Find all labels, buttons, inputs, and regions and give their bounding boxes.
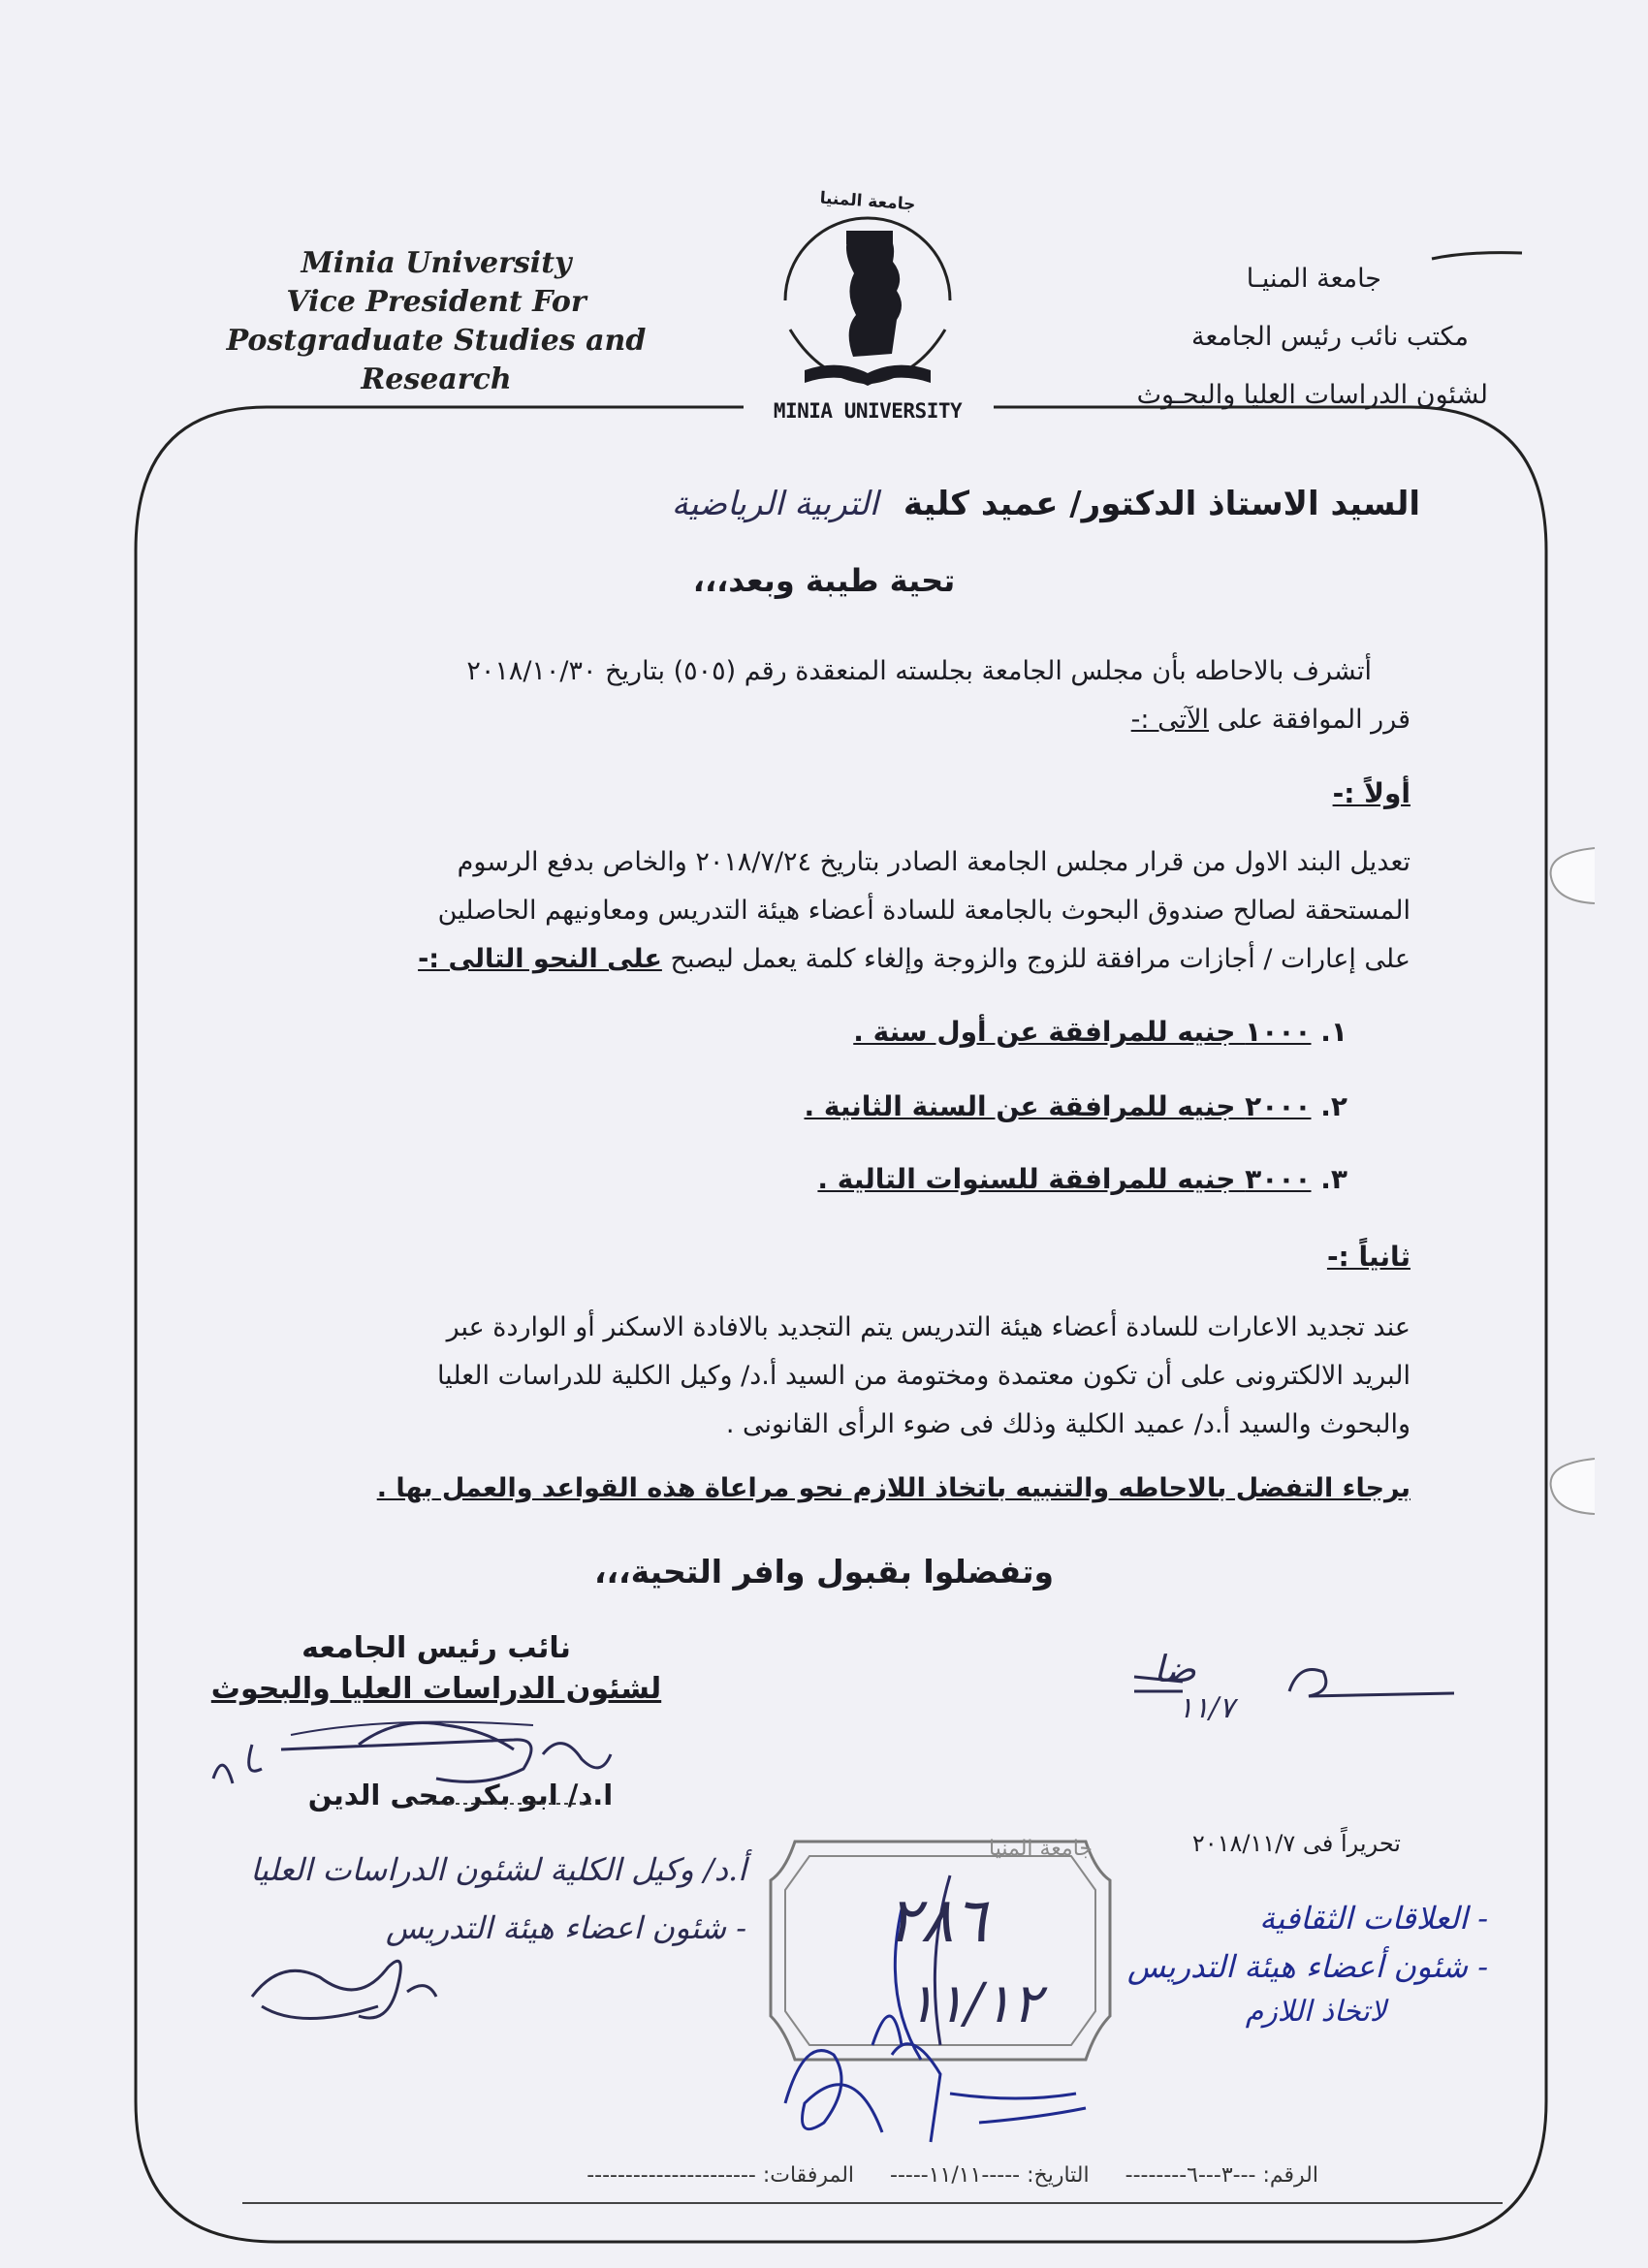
footer-number-label: الرقم: — [1262, 2163, 1318, 2188]
header-dash-mark — [1430, 247, 1527, 267]
signature-title — [194, 1628, 679, 1710]
en-header-line: Minia University — [301, 246, 572, 280]
first-line: تعديل البند الاول من قرار مجلس الجامعة الصادر بتاريخ ٢٠١٨/٧/٢٤ والخاص بدفع الرسوم — [457, 847, 1410, 877]
stamp-number: ٢٨٦ — [887, 1885, 988, 1957]
second-line: والبحوث والسيد أ.د/ عميد الكلية وذلك فى ضوء الرأى القانونى . — [725, 1409, 1410, 1439]
footer-rule — [242, 2200, 1503, 2206]
list-item — [853, 1016, 1347, 1048]
punch-hole — [1541, 1454, 1600, 1522]
second-heading: ثانياً :- — [1326, 1241, 1410, 1273]
ar-header-line: جامعة المنيـا — [1246, 264, 1381, 294]
stamp-date: ١١/١٢ — [906, 1972, 1042, 2035]
handwritten-note-right: - شئون أعضاء هيئة التدريس — [1126, 1948, 1488, 1985]
signature-title-line: نائب رئيس الجامعه — [301, 1631, 571, 1665]
blue-signature — [766, 1997, 1134, 2152]
greeting: تحية طيبة وبعد،،، — [692, 562, 956, 599]
handwritten-note-left: - شئون اعضاء هيئة التدريس — [385, 1909, 746, 1946]
handwritten-note-right: - العلاقات الثقافية — [1259, 1900, 1488, 1937]
second-paragraph — [218, 1304, 1410, 1449]
list-item-text: ٢٠٠٠ جنيه للمرافقة عن السنة الثانية . — [804, 1090, 1312, 1122]
logo-english-text: MINIA UNIVERSITY — [773, 399, 963, 423]
handwritten-note: ضا — [1154, 1648, 1196, 1690]
arabic-header — [984, 250, 1488, 425]
list-item — [817, 1163, 1347, 1195]
handwritten-note-left: أ.د/ وكيل الكلية لشئون الدراسات العليا — [250, 1851, 746, 1888]
addressee — [672, 485, 1420, 523]
handwritten-date: ١١/٧ — [1178, 1691, 1235, 1725]
first-text: على إعارات / أجازات مرافقة للزوج والزوجة وإلغاء كلمة يعمل ليصبح — [670, 944, 1410, 974]
punch-hole — [1541, 843, 1600, 911]
addressee-handwritten: التربية الرياضية — [671, 485, 879, 523]
footer-date-label: التاريخ: — [1027, 2163, 1090, 2188]
letter-footer — [349, 2163, 1318, 2188]
intro-underlined: الآتى :- — [1130, 705, 1210, 735]
footer-number-value: ---٣---٦-------- — [1125, 2163, 1256, 2188]
handwritten-note-right: لاتخاذ اللازم — [1245, 1995, 1386, 2029]
first-underlined: على النحو التالى :- — [418, 944, 662, 974]
footer-attachments-value: ---------------------- — [586, 2163, 756, 2188]
ar-header-line: لشئون الدراسات العليا والبحـوث — [1136, 380, 1488, 410]
first-line: المستحقة لصالح صندوق البحوث بالجامعة للسادة أعضاء هيئة التدريس ومعاونيهم الحاصلين — [437, 896, 1410, 926]
footer-date-value: -----١١/١١----- — [890, 2163, 1021, 2188]
en-header-line: Postgraduate Studies and Research — [226, 324, 647, 396]
signature-title-line: لشئون الدراسات العليا والبحوث — [210, 1672, 662, 1706]
first-paragraph — [218, 838, 1410, 984]
signature-dotted-line — [417, 1801, 591, 1807]
list-item-number: ٢. — [1320, 1090, 1347, 1122]
stamp-text: جامعة المنيا — [989, 1837, 1093, 1861]
english-header — [165, 244, 708, 399]
handwritten-signature-left — [242, 1938, 446, 2045]
footer-attachments-label: المرفقات: — [762, 2163, 855, 2188]
en-header-line: Vice President For — [286, 285, 586, 319]
intro-paragraph — [218, 647, 1410, 744]
ar-header-line: مكتب نائب رئيس الجامعة — [1190, 322, 1469, 352]
first-heading: أولاً :- — [1332, 777, 1410, 809]
list-item-text: ١٠٠٠ جنيه للمرافقة عن أول سنة . — [853, 1016, 1312, 1048]
second-line: عند تجديد الاعارات للسادة أعضاء هيئة التدريس يتم التجديد بالافادة الاسكنر أو الواردة عبر — [446, 1312, 1410, 1342]
intro-text: قرر الموافقة على — [1217, 705, 1410, 735]
signatory-name: ا.د/ ابو بكر محى الدين — [307, 1779, 614, 1811]
intro-line: أتشرف بالاحاطه بأن مجلس الجامعة بجلسته المنعقدة رقم (٥٠٥) بتاريخ ٢٠١٨/١٠/٣٠ — [466, 656, 1372, 686]
request-line: برجاء التفضل بالاحاطه والتنبيه باتخاذ اللازم نحو مراعاة هذه القواعد والعمل بها . — [376, 1473, 1410, 1503]
university-logo — [751, 184, 984, 436]
closing: وتفضلوا بقبول وافر التحية،،، — [593, 1553, 1055, 1591]
logo-arabic-text: جامعة المنيا — [818, 188, 916, 215]
handwritten-mark — [1125, 1653, 1474, 1720]
intro-line-2 — [218, 696, 1410, 744]
addressee-printed: السيد الاستاذ الدكتور/ عميد كلية — [903, 485, 1420, 523]
list-item-number: ٣. — [1320, 1163, 1347, 1195]
list-item-text: ٣٠٠٠ جنيه للمرافقة للسنوات التالية . — [817, 1163, 1312, 1195]
list-item-number: ١. — [1320, 1016, 1347, 1048]
first-line-3 — [218, 935, 1410, 984]
list-item — [804, 1090, 1347, 1122]
written-date: تحريراً فى ٢٠١٨/١١/٧ — [1191, 1830, 1401, 1857]
second-line: البريد الالكترونى على أن تكون معتمدة ومختومة من السيد أ.د/ وكيل الكلية للدراسات العليا — [436, 1361, 1410, 1391]
